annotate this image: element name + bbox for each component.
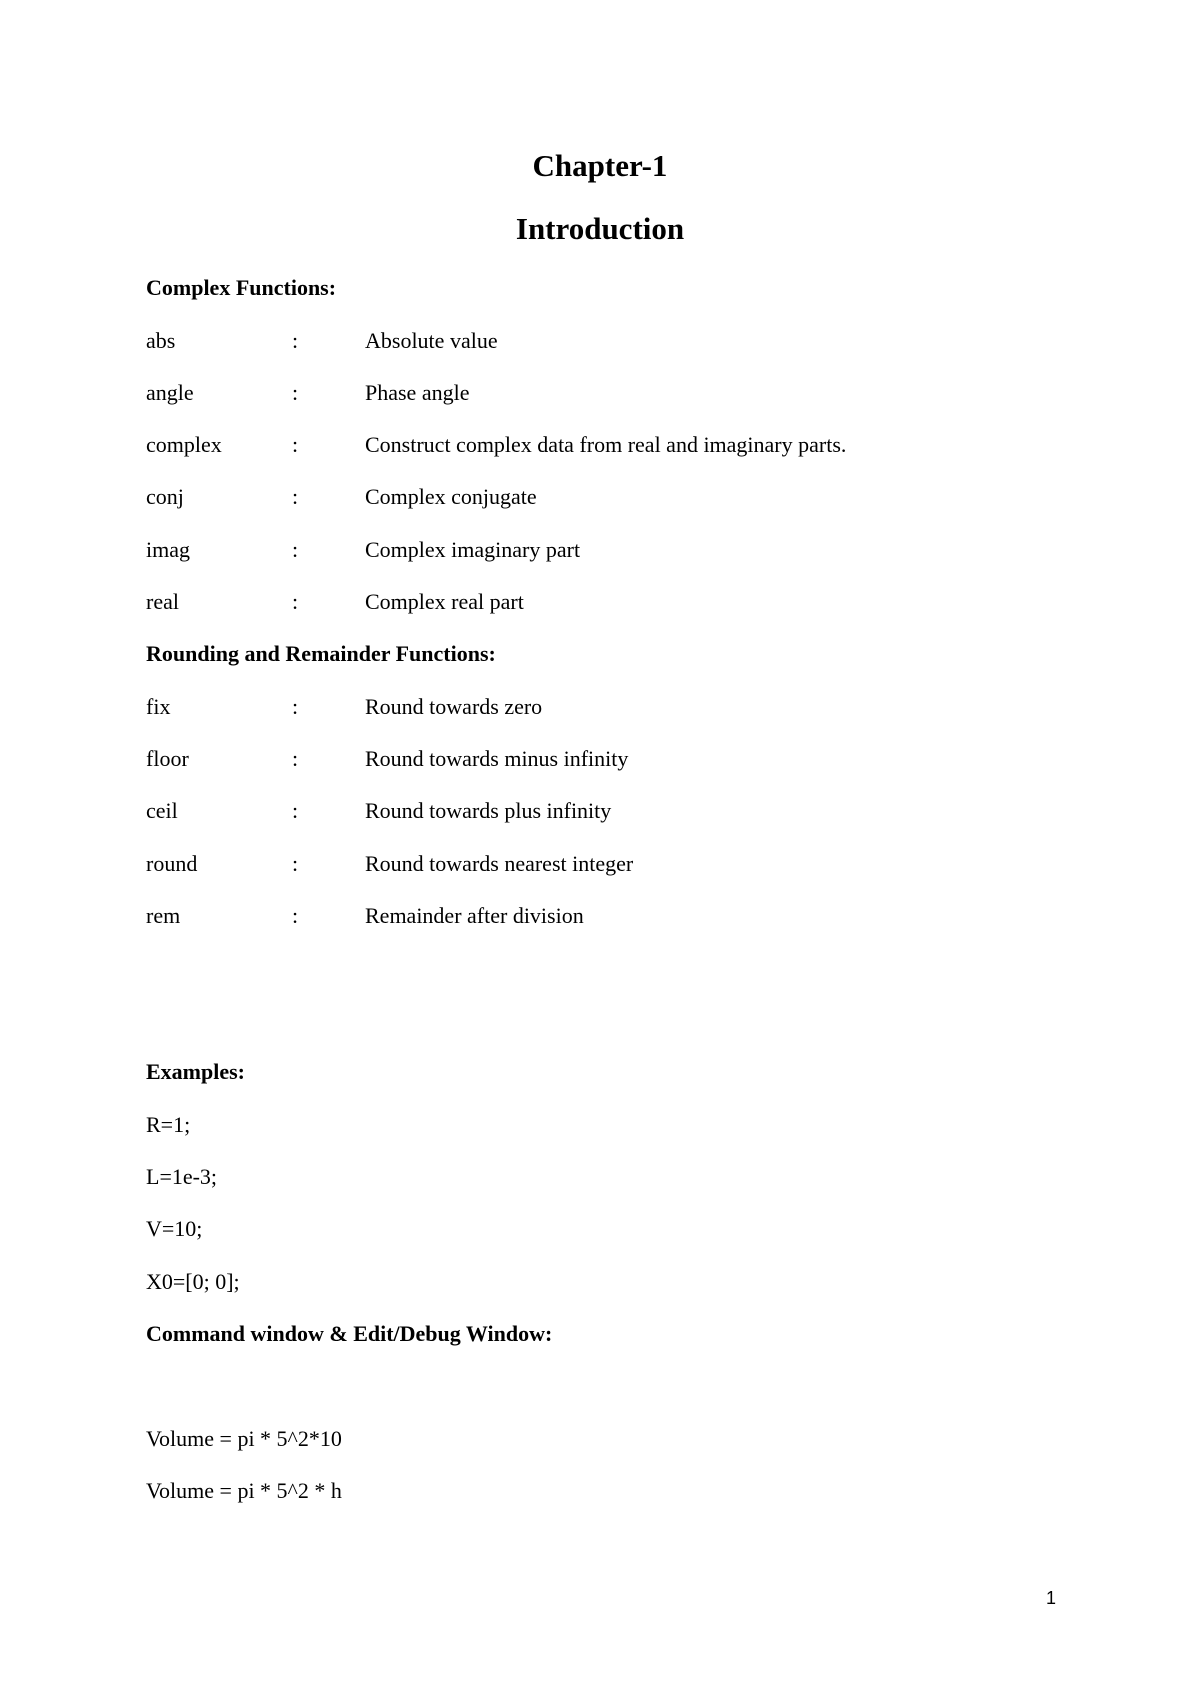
command-line: Volume = pi * 5^2*10 bbox=[146, 1426, 342, 1451]
function-description: Complex real part bbox=[365, 589, 524, 614]
function-name: conj bbox=[146, 484, 184, 509]
examples-heading: Examples: bbox=[146, 1059, 245, 1084]
function-row bbox=[0, 327, 1200, 355]
separator: : bbox=[292, 432, 299, 457]
example-line: L=1e-3; bbox=[146, 1164, 218, 1189]
separator: : bbox=[292, 380, 299, 405]
example-line: V=10; bbox=[146, 1216, 203, 1241]
function-description: Complex conjugate bbox=[365, 484, 537, 509]
function-row bbox=[0, 745, 1200, 773]
function-description: Construct complex data from real and imaginary parts. bbox=[365, 432, 847, 457]
function-name: fix bbox=[146, 694, 171, 719]
function-name: floor bbox=[146, 746, 189, 771]
function-row bbox=[0, 536, 1200, 564]
function-name: angle bbox=[146, 380, 194, 405]
separator: : bbox=[292, 903, 299, 928]
rounding-functions-heading: Rounding and Remainder Functions: bbox=[146, 641, 496, 666]
separator: : bbox=[292, 537, 299, 562]
function-name: real bbox=[146, 589, 179, 614]
function-row bbox=[0, 797, 1200, 825]
function-row bbox=[0, 483, 1200, 511]
separator: : bbox=[292, 589, 299, 614]
function-row bbox=[0, 379, 1200, 407]
function-description: Absolute value bbox=[365, 328, 498, 353]
function-description: Round towards minus infinity bbox=[365, 746, 629, 771]
function-description: Complex imaginary part bbox=[365, 537, 581, 562]
separator: : bbox=[292, 798, 299, 823]
separator: : bbox=[292, 851, 299, 876]
function-description: Remainder after division bbox=[365, 903, 584, 928]
separator: : bbox=[292, 694, 299, 719]
separator: : bbox=[292, 328, 299, 353]
function-row bbox=[0, 431, 1200, 459]
command-line: Volume = pi * 5^2 * h bbox=[146, 1478, 342, 1503]
section-title: Introduction bbox=[515, 211, 685, 246]
separator: : bbox=[292, 746, 299, 771]
function-name: ceil bbox=[146, 798, 178, 823]
page-number: 1 bbox=[1046, 1588, 1057, 1608]
function-description: Round towards plus infinity bbox=[365, 798, 612, 823]
complex-functions-heading: Complex Functions: bbox=[146, 275, 337, 300]
example-line: X0=[0; 0]; bbox=[146, 1269, 240, 1294]
function-name: imag bbox=[146, 537, 190, 562]
function-name: complex bbox=[146, 432, 222, 457]
chapter-title: Chapter-1 bbox=[532, 148, 668, 183]
function-description: Round towards zero bbox=[365, 694, 543, 719]
function-row bbox=[0, 902, 1200, 930]
command-window-heading: Command window & Edit/Debug Window: bbox=[146, 1321, 553, 1346]
function-row bbox=[0, 588, 1200, 616]
example-line: R=1; bbox=[146, 1112, 191, 1137]
function-row bbox=[0, 850, 1200, 878]
function-name: abs bbox=[146, 328, 176, 353]
function-name: round bbox=[146, 851, 198, 876]
function-description: Phase angle bbox=[365, 380, 470, 405]
function-description: Round towards nearest integer bbox=[365, 851, 634, 876]
function-row bbox=[0, 693, 1200, 721]
separator: : bbox=[292, 484, 299, 509]
function-name: rem bbox=[146, 903, 181, 928]
